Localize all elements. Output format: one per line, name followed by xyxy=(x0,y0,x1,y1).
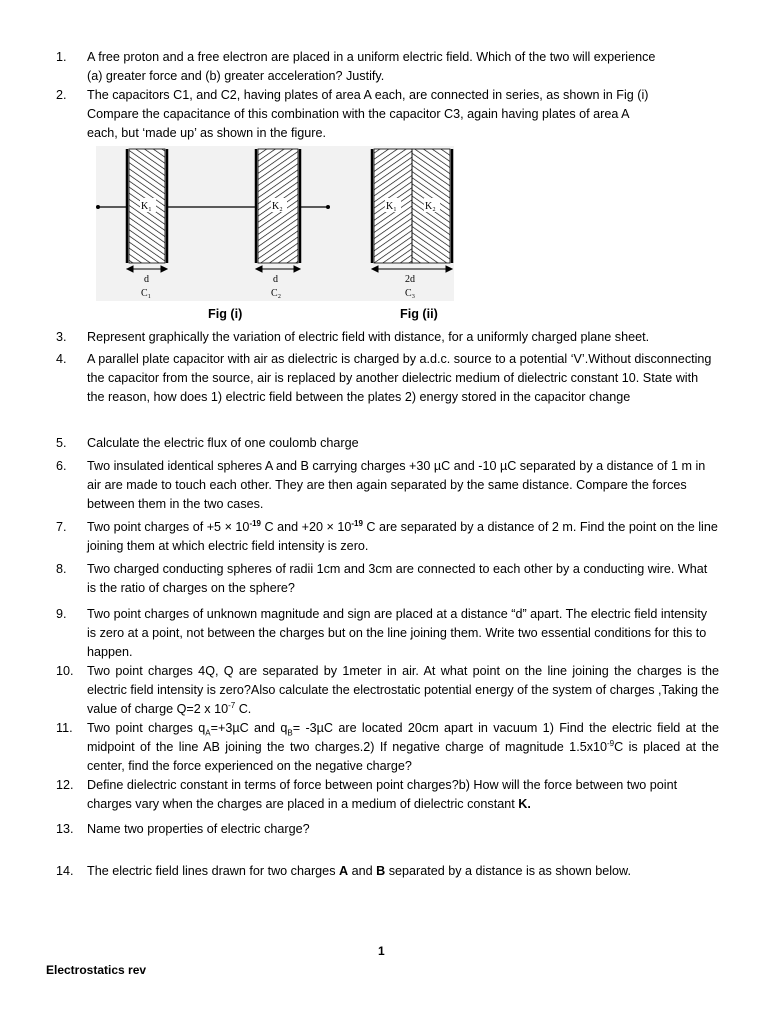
dim-d3: 2d xyxy=(405,274,415,285)
question-text: each, but ‘made up’ as shown in the figure. xyxy=(87,126,326,140)
question-number: 14. xyxy=(56,864,74,878)
question-text: Compare the capacitance of this combination with the capacitor C3, again having plates of area A xyxy=(87,107,630,121)
question-number: 1. xyxy=(56,50,67,64)
question-text: (a) greater force and (b) greater acceleration? Justify. xyxy=(87,69,385,83)
dim-d1: d xyxy=(144,274,149,285)
question-text: Two point charges 4Q, Q are separated by 1meter in air. At what point on the line joining the charges is the electric field intensity is zero?Also calculate the electrostatic potential energy of the system of charges ,Taking the value of charge Q=2 x $10^{-7}$ C. xyxy=(87,664,719,716)
figure-caption-i: Fig (i) xyxy=(208,307,243,321)
question-number: 10. xyxy=(56,664,74,678)
question-number: 9. xyxy=(56,607,67,621)
question-number: 11. xyxy=(56,721,73,735)
label-c1: C₁ xyxy=(141,288,152,299)
question-text: Name two properties of electric charge? xyxy=(87,822,310,836)
label-k1b: K₁ xyxy=(386,201,397,212)
dim-d2: d xyxy=(273,274,278,285)
question-number: 3. xyxy=(56,330,67,344)
figure-caption-ii: Fig (ii) xyxy=(400,307,438,321)
question-number: 5. xyxy=(56,436,67,450)
question-text: Two point charges $q_A=+3\mu C$ and $q_B= -3\mu C$ are located 20cm apart in vacuum 1) Find the electric field at the midpoint of the line AB joining the two charges.2) If negative charge of magnitude $1.5x10^{-9}C$ is placed at the center, find the force experienced on the negative charge? xyxy=(87,721,719,773)
terminal-right xyxy=(326,205,330,209)
document-title: Electrostatics rev xyxy=(46,963,147,977)
question-number: 7. xyxy=(56,520,67,534)
question-text: A free proton and a free electron are placed in a uniform electric field. Which of the two will experience xyxy=(87,50,656,64)
label-k2: K₂ xyxy=(272,201,283,212)
capacitor-diagram xyxy=(96,146,454,301)
question-text: Two point charges of unknown magnitude and sign are placed at a distance “d” apart. The electric field intensity is zero at a point, not between the charges but on the line joining them. Write two essential conditions for this to happen. xyxy=(87,607,708,659)
question-number: 2. xyxy=(56,88,67,102)
question-text: The electric field lines drawn for two charges A and B separated by a distance is as shown below. xyxy=(87,864,631,878)
page-number: 1 xyxy=(378,944,385,958)
question-number: 8. xyxy=(56,562,67,576)
capacitor-figure xyxy=(96,146,454,301)
question-text: Two insulated identical spheres A and B carrying charges +30 µC and -10 µC separated by a distance of 1 m in air are made to touch each other. They are then again separated by the same distance. Compare the forces between them in the two cases. xyxy=(87,459,706,511)
question-text: Represent graphically the variation of electric field with distance, for a uniformly charged plane sheet. xyxy=(87,330,650,344)
question-text: Two point charges of $+5 \times 10^{-19}$ C and $+20 \times 10^{-19}$ C are separated by a distance of 2 m. Find the point on the line joining them at which electric field intensity is zero. xyxy=(87,518,718,553)
label-c3: C₃ xyxy=(405,288,416,299)
question-number: 6. xyxy=(56,459,67,473)
label-c2: C₂ xyxy=(271,288,282,299)
question-text: The capacitors C1, and C2, having plates of area A each, are connected in series, as shown in Fig (i) xyxy=(87,88,649,102)
question-text: Define dielectric constant in terms of force between point charges?b) How will the force between two point charges vary when the charges are placed in a medium of dielectric constant K. xyxy=(87,778,678,811)
label-k1: K₁ xyxy=(141,201,152,212)
question-text: A parallel plate capacitor with air as dielectric is charged by a.d.c. source to a potential ‘V’.Without disconnecting the capacitor from the source, air is replaced by another dielectric medium of dielectric constant 10. State with the reason, how does 1) electric field between the plates 2) energy stored in the capacitor change xyxy=(87,352,712,404)
question-number: 4. xyxy=(56,352,67,366)
question-number: 13. xyxy=(56,822,74,836)
question-text: Two charged conducting spheres of radii 1cm and 3cm are connected to each other by a conducting wire. What is the ratio of charges on the sphere? xyxy=(87,562,708,595)
question-number: 12. xyxy=(56,778,74,792)
question-text: Calculate the electric flux of one coulomb charge xyxy=(87,436,359,450)
terminal-left xyxy=(96,205,100,209)
label-k2b: K₂ xyxy=(425,201,436,212)
